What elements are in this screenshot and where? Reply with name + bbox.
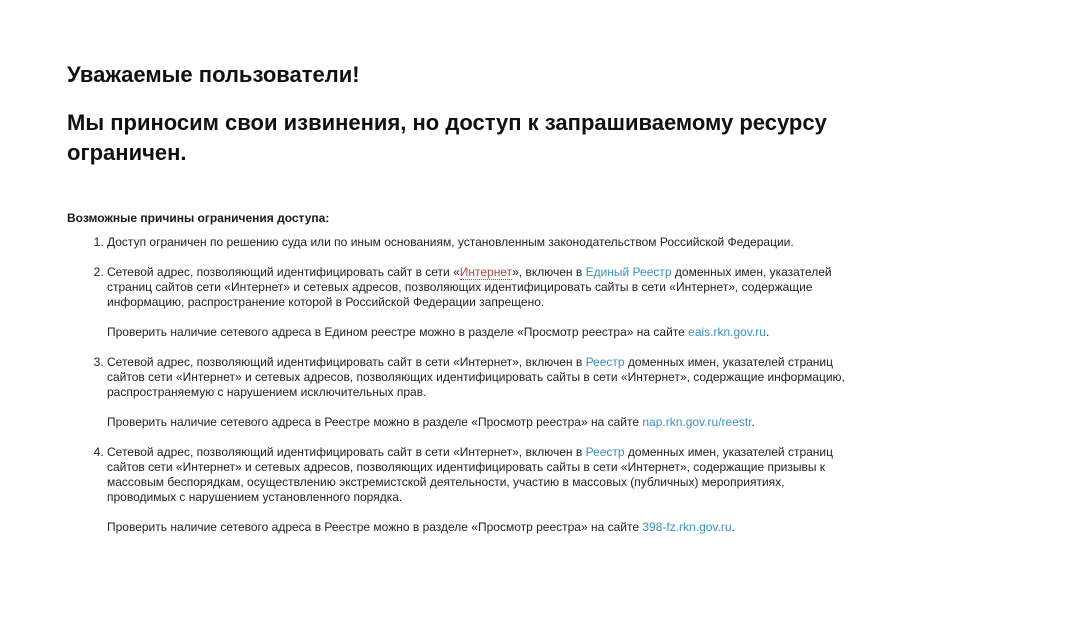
- reason-text: [107, 355, 847, 400]
- registry-link[interactable]: Реестр: [585, 445, 625, 459]
- check-end: .: [731, 520, 735, 534]
- nap-site-link[interactable]: nap.rkn.gov.ru/reestr: [642, 415, 752, 429]
- registry-link[interactable]: Реестр: [585, 355, 625, 369]
- reason-item-3: [107, 355, 847, 430]
- check-end: .: [751, 415, 755, 429]
- reason-text: [107, 265, 847, 310]
- check-instruction: [107, 520, 847, 535]
- eais-site-link[interactable]: eais.rkn.gov.ru: [688, 325, 766, 339]
- unified-registry-link[interactable]: Единый Реестр: [585, 265, 672, 279]
- reason-item-4: [107, 445, 847, 535]
- reasons-list: [67, 235, 867, 535]
- 398fz-site-link[interactable]: 398-fz.rkn.gov.ru: [642, 520, 732, 534]
- internet-link[interactable]: Интернет: [459, 265, 513, 279]
- blocked-notice: [67, 60, 867, 550]
- reason-text-post: доменных имен, указателей страниц сайтов сети «Интернет» и сетевых адресов, позволяющих идентифицировать сайты в сети «Интернет», содержащие призывы к массовым беспорядкам, осуществлению экстремистской деятельности, участию в массовых (публичных) мероприятиях, проводимых с нарушением установленного порядка.: [107, 445, 833, 504]
- reason-text: 1. Доступ ограничен по решению суда или по иным основаниям, установленным законодательством Российской Федерации.: [107, 235, 794, 249]
- greeting-heading: Уважаемые пользователи!: [67, 62, 360, 87]
- check-end: .: [765, 325, 770, 339]
- reason-text-post: доменных имен, указателей страниц сайтов сети «Интернет» и сетевых адресов, позволяющих идентифицировать сайты в сети «Интернет», содержащие информацию, распространение которой в Российской Федерации запрещено.: [107, 265, 832, 309]
- message-heading: Мы приносим свои извинения, но доступ к запрашиваемому ресурсу ограничен.: [67, 110, 827, 165]
- check-text: Проверить наличие сетевого адреса в Реестре можно в разделе «Просмотр реестра» на сайте: [107, 415, 643, 429]
- check-text: Проверить наличие сетевого адреса в Реестре можно в разделе «Просмотр реестра» на сайте: [107, 520, 643, 534]
- check-instruction: [107, 325, 847, 340]
- reason-text-pre: Сетевой адрес, позволяющий идентифицировать сайт в сети «Интернет», включен в: [107, 445, 586, 459]
- reason-text-pre: Сетевой адрес, позволяющий идентифицировать сайт в сети «Интернет», включен в: [107, 355, 586, 369]
- reasons-title: Возможные причины ограничения доступа:: [67, 211, 330, 225]
- reason-text: [107, 445, 847, 505]
- reason-text-pre: Сетевой адрес, позволяющий идентифицировать сайт в сети «: [107, 265, 460, 279]
- reason-item-2: [107, 265, 847, 340]
- check-instruction: [107, 415, 847, 430]
- reason-text-post: доменных имен, указателей страниц сайтов сети «Интернет» и сетевых адресов, позволяющих идентифицировать сайты в сети «Интернет», содержащие информацию, распространяемую с нарушением исключительных прав.: [107, 355, 845, 399]
- check-text: Проверить наличие сетевого адреса в Едином реестре можно в разделе «Просмотр реестра» на сайте: [107, 325, 689, 339]
- reason-item-1: [107, 235, 847, 250]
- reason-text-mid: », включен в: [512, 265, 586, 279]
